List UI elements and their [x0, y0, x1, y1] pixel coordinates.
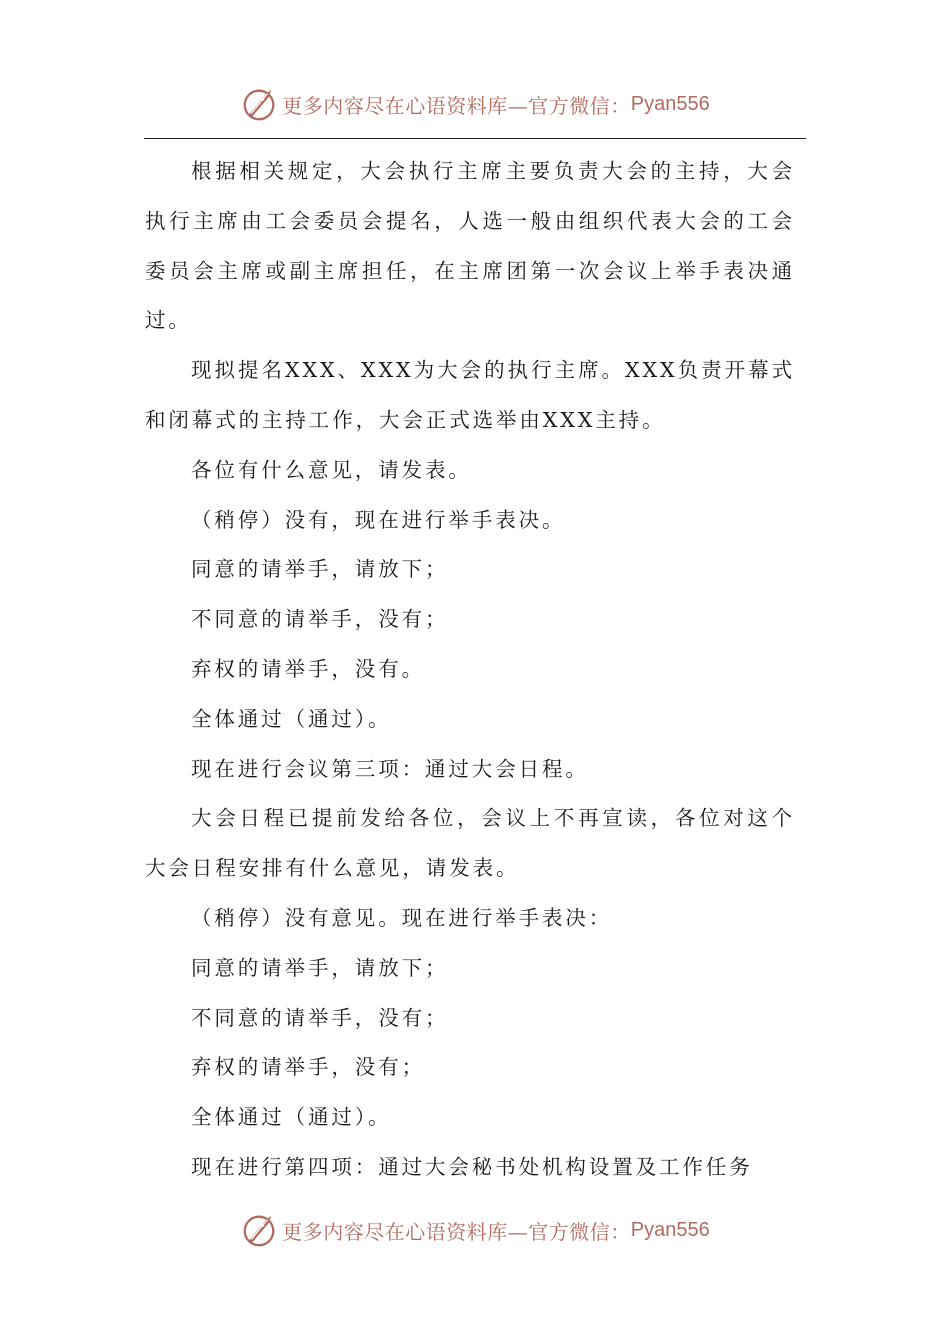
paragraph: 不同意的请举手，没有； [191, 1005, 449, 1030]
footer-wechat-id: Pyan556 [630, 1218, 710, 1241]
paragraph: 现拟提名XXX、XXX为大会的执行主席。XXX负责开幕式和闭幕式的主持工作，大会正式选举由XXX主持。 [145, 358, 795, 432]
paragraph: （稍停）没有意见。现在进行举手表决： [191, 905, 613, 930]
header-wechat-id: Pyan556 [630, 92, 710, 115]
header-divider [144, 138, 806, 139]
header-text: 更多内容尽在心语资料库—官方微信： [282, 93, 631, 118]
paragraph: 同意的请举手，请放下； [191, 955, 449, 980]
paragraph: 不同意的请举手，没有； [191, 607, 449, 632]
paragraph: 大会日程已提前发给各位，会议上不再宣读，各位对这个大会日程安排有什么意见，请发表。 [145, 806, 795, 881]
paragraph: 现在进行第四项：通过大会秘书处机构设置及工作任务 [191, 1154, 753, 1179]
pen-nib-logo-icon [240, 85, 278, 123]
pen-nib-logo-icon [240, 1211, 278, 1249]
paragraph: 根据相关规定，大会执行主席主要负责大会的主持，大会执行主席由工会委员会提名，人选一般由组织代表大会的工会委员会主席或副主席担任，在主席团第一次会议上举手表决通过。 [145, 159, 795, 333]
paragraph: 各位有什么意见，请发表。 [191, 457, 472, 482]
document-body [145, 147, 795, 1193]
paragraph: 现在进行会议第三项：通过大会日程。 [191, 756, 589, 781]
paragraph: 全体通过（通过）。 [191, 1105, 392, 1130]
paragraph: 弃权的请举手，没有。 [191, 656, 425, 681]
header-banner [0, 82, 950, 126]
paragraph: （稍停）没有，现在进行举手表决。 [191, 507, 566, 532]
paragraph: 弃权的请举手，没有； [191, 1055, 425, 1080]
paragraph: 同意的请举手，请放下； [191, 557, 449, 582]
footer-text: 更多内容尽在心语资料库—官方微信： [282, 1219, 631, 1244]
paragraph: 全体通过（通过）。 [191, 706, 392, 731]
footer-banner [0, 1208, 950, 1252]
